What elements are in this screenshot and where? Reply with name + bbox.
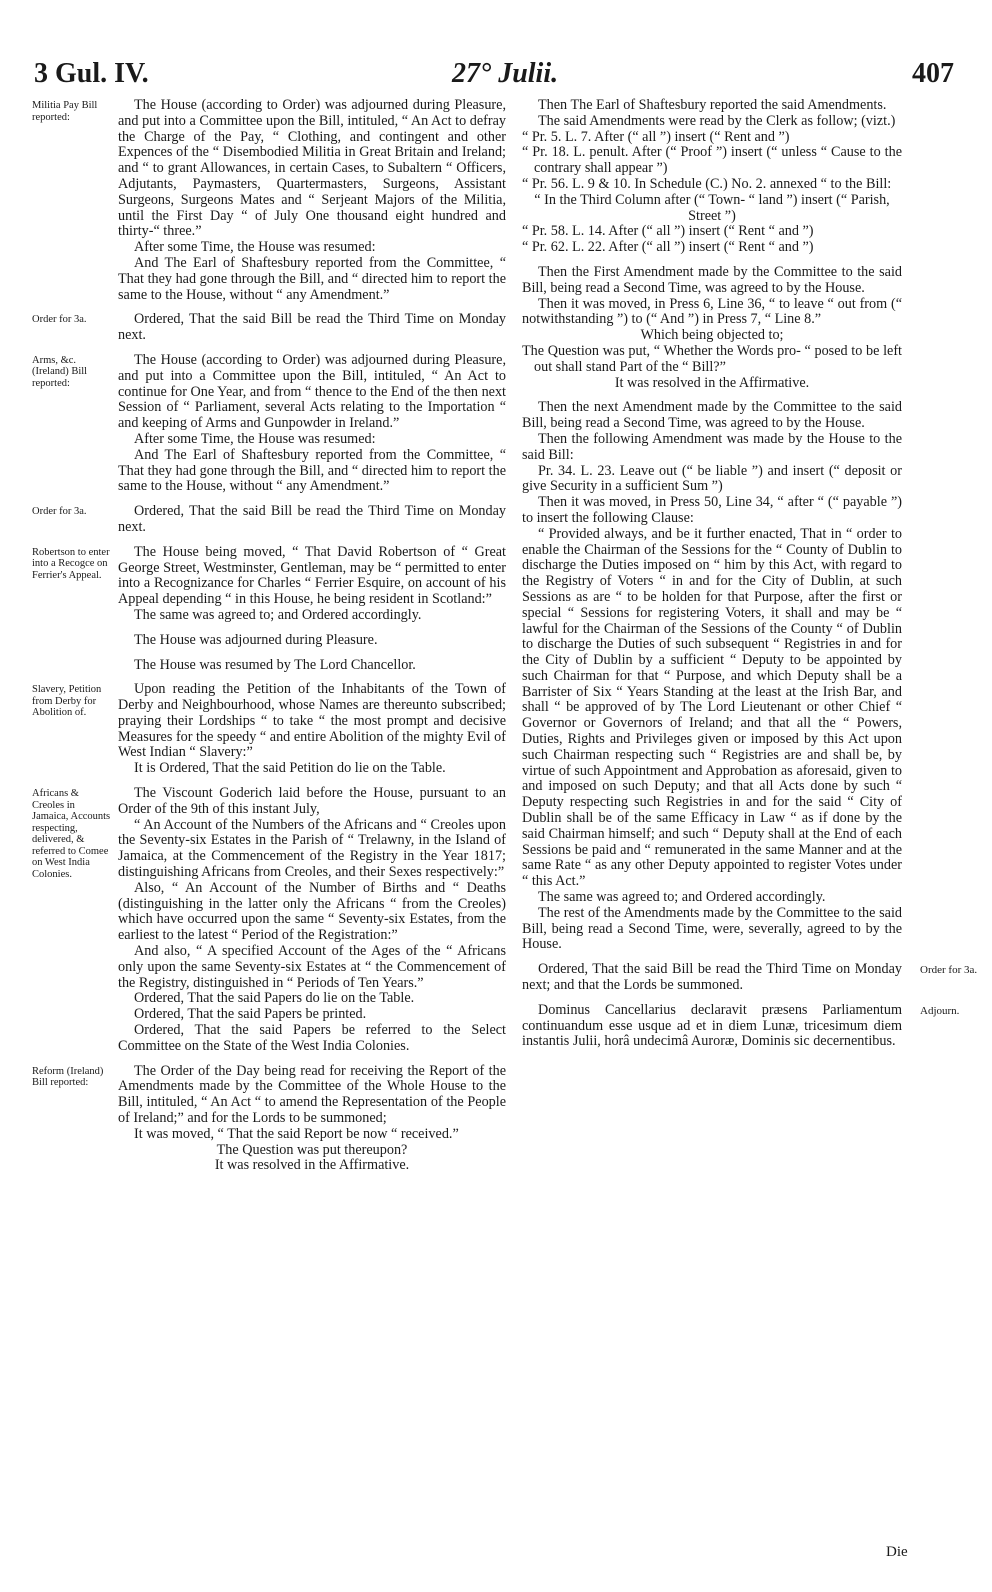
entry-block	[32, 97, 506, 303]
entry-block	[522, 98, 902, 256]
catchword: Die	[886, 1544, 908, 1560]
paragraph: “ Pr. 18. L. penult. After (“ Proof ”) insert (“ unless “ Cause to the contrary shall appear ”)	[522, 144, 902, 177]
entry-block	[32, 351, 506, 495]
paragraph: It was resolved in the Affirmative.	[214, 1157, 410, 1174]
left-column	[32, 97, 506, 1183]
paragraph: Ordered, That the said Papers do lie on the Table.	[134, 990, 415, 1007]
paragraph: The same was agreed to; and Ordered accordingly.	[134, 606, 422, 623]
paragraph: Upon reading the Petition of the Inhabitants of the Town of Derby and Neighbourhood, whose Names are thereunto subscribed; praying their Lordships “ to take “ the most prompt and decisive Measures for the speedy “ and entire Abolition of the mighty Evil of West Indian “ Slavery:”	[118, 681, 506, 761]
paragraph: It is Ordered, That the said Petition do lie on the Table.	[134, 760, 446, 777]
paragraph: “ An Account of the Numbers of the Africans and “ Creoles upon the Seventy-six Estates in the Parish of “ Trelawny, in the Island of Jamaica, at the Commencement of the Registry in the Year 1817; distinguishing Africans from Creoles, and their Sexes respectively:”	[118, 816, 506, 881]
paragraph: After some Time, the House was resumed:	[134, 430, 376, 447]
paragraph: The same was agreed to; and Ordered accordingly.	[538, 889, 826, 906]
paragraph: And The Earl of Shaftesbury reported from the Committee, “ That they had gone through the Bill, and “ directed him to report the same to the House, without “ any Amendment.”	[118, 254, 506, 303]
paragraph: The Question was put, “ Whether the Words pro- “ posed to be left out shall stand Part of the “ Bill?”	[522, 342, 902, 375]
paragraph: Then The Earl of Shaftesbury reported the said Amendments.	[538, 97, 887, 113]
paragraph: “ Pr. 62. L. 22. After (“ all ”) insert (“ Rent “ and ”)	[522, 239, 814, 256]
paragraph: The Viscount Goderich laid before the House, pursuant to an Order of the 9th of this instant July,	[118, 785, 506, 817]
paragraph: Then the next Amendment made by the Committee to the said Bill, being read a Second Time, was agreed to by the House.	[522, 399, 902, 432]
entry-block	[32, 503, 506, 536]
entry-block	[32, 785, 506, 1055]
paragraph: Pr. 34. L. 23. Leave out (“ be liable ”) and insert (“ deposit or give Security in a sufficient Sum ”)	[522, 462, 902, 495]
entry-block	[118, 633, 506, 649]
paragraph: “ Provided always, and be it further enacted, That in “ order to enable the Chairman of the Sessions for the “ County of Dublin to discharge the Duties imposed on “ him by this Act, with regard to the Registry of Voters “ in and for the City of Dublin, at such Sessions as are “ to be holden for that Purpose, after the first or special “ Sessions for registering Voters, it shall and may be “ lawful for the Chairman of the Sessions of the County “ of Dublin to discharge the Duties of such subsequent “ Registries in and for the City of Dublin by a sufficient “ Deputy to be appointed by such Chairman for that “ Purpose, and which Deputy shall be a Barrister of Six “ Years Standing at the least at the Irish Bar, and shall “ be approved of by The Lord Lieutenant or other Chief “ Governor or Governors of Ireland; and that all the “ Powers, Duties, Rights and Privileges given or imposed by this Act upon such Chairman respecting such “ Registries are and shall be, by virtue of such Appointment and Approbation as aforesaid, given to and imposed on such Deputy; and that all Acts done by such “ Deputy respecting such Registries in and for the said “ City of Dublin shall be of the same Efficacy in Law “ as if done by the said Chairman himself; and such “ Deputy shall at the End of each Sessions be paid and “ remunerated in the same Manner and at the same Rate “ as any other Deputy appointed to register Votes under “ this Act.”	[522, 525, 902, 890]
paragraph: “ Pr. 5. L. 7. After (“ all ”) insert (“ Rent and ”)	[522, 128, 790, 145]
page-header-date: 27° Julii.	[452, 58, 559, 89]
entry-block	[522, 961, 978, 994]
paragraph: The House being moved, “ That David Robertson of “ Great George Street, Westminster, Gentleman, may be “ permitted to enter into a Recognizance for Charles “ Ferrier Esquire, on account of his Appeal depending “ in this House, he being resident in Scotland:”	[118, 543, 506, 608]
entry-block	[522, 265, 902, 391]
entry-block	[32, 1062, 506, 1175]
paragraph: Which being objected to;	[640, 327, 784, 344]
paragraph: Then the following Amendment was made by the House to the said Bill:	[522, 430, 902, 463]
paragraph: “ In the Third Column after (“ Town- “ land ”) insert (“ Parish, Street ”)	[534, 191, 890, 224]
entry-block	[32, 311, 506, 344]
paragraph: After some Time, the House was resumed:	[134, 239, 376, 256]
entry-block	[32, 681, 506, 777]
paragraph: Ordered, That the said Papers be printed.	[134, 1006, 367, 1023]
entry-block	[32, 543, 506, 624]
margin-note: Militia Pay Bill reported:	[32, 100, 98, 123]
margin-note: Order for 3a.	[32, 314, 87, 326]
paragraph: The House was adjourned during Pleasure.	[134, 631, 378, 648]
paragraph: Then the First Amendment made by the Committee to the said Bill, being read a Second Time, was agreed to by the House.	[522, 263, 902, 296]
entry-block	[522, 400, 902, 953]
margin-note: Arms, &c. (Ireland) Bill reported:	[32, 354, 88, 389]
margin-note: Slavery, Petition from Derby for Abolition of.	[32, 684, 102, 719]
paragraph: And also, “ A specified Account of the Ages of the “ Africans only upon the same Seventy-six Estates at “ the Commencement of the Registry, distinguished in “ Periods of Ten Years.”	[118, 943, 506, 991]
paragraph: “ Pr. 56. L. 9 & 10. In Schedule (C.) No. 2. annexed “ to the Bill:	[522, 175, 892, 192]
paragraph: Ordered, That the said Bill be read the Third Time on Monday next.	[118, 311, 506, 344]
paragraph: Ordered, That the said Papers be referred to the Select Committee on the State of the West India Colonies.	[118, 1022, 506, 1054]
margin-note: Robertson to enter into a Recogce on Ferrier's Appeal.	[32, 546, 110, 581]
paragraph: The House was resumed by The Lord Chancellor.	[134, 656, 416, 673]
margin-note: Order for 3a.	[920, 964, 978, 977]
paragraph: Ordered, That the said Bill be read the Third Time on Monday next.	[118, 503, 506, 535]
page-header-session: 3 Gul. IV.	[34, 58, 149, 89]
paragraph: It was resolved in the Affirmative.	[614, 374, 810, 391]
paragraph: It was moved, “ That the said Report be now “ received.”	[134, 1125, 459, 1142]
paragraph: The Order of the Day being read for receiving the Report of the Amendments made by the Committee of the Whole House to the Bill, intituled, “ An Act “ to amend the Representation of the People of Ireland;” and for the Lords to be summoned;	[118, 1062, 506, 1127]
right-column	[522, 97, 978, 1059]
margin-note: Adjourn.	[920, 1004, 960, 1017]
margin-note: Africans & Creoles in Jamaica, Accounts respecting, delivered, & referred to Comee on West India Colonies.	[32, 788, 111, 880]
paragraph: Also, “ An Account of the Number of Births and “ Deaths (distinguishing in the latter only the Africans “ from the Creoles) which have occurred upon the same “ Seventy-six Estates, from the earliest to the latest “ Period of the Registration:”	[118, 879, 506, 944]
paragraph: The Question was put thereupon?	[216, 1141, 408, 1158]
paragraph: “ Pr. 58. L. 14. After (“ all ”) insert (“ Rent “ and ”)	[522, 223, 814, 240]
paragraph: Then it was moved, in Press 6, Line 36, “ to leave “ out from (“ notwithstanding ”) to (“ And ”) in Press 7, “ Line 8.”	[522, 295, 902, 328]
paragraph: The said Amendments were read by the Clerk as follow; (vizt.)	[538, 112, 896, 129]
page-number: 407	[912, 58, 954, 89]
paragraph: And The Earl of Shaftesbury reported from the Committee, “ That they had gone through the Bill, and “ directed him to report the same to the House, without “ any Amendment.”	[118, 446, 506, 495]
paragraph: Ordered, That the said Bill be read the Third Time on Monday next; and that the Lords be summoned.	[522, 961, 902, 994]
paragraph: Then it was moved, in Press 50, Line 34, “ after “ (“ payable ”) to insert the following Clause:	[522, 494, 902, 526]
entry-block	[118, 658, 506, 674]
paragraph: The rest of the Amendments made by the Committee to the said Bill, being read a Second Time, were, severally, agreed to by the House.	[522, 904, 902, 953]
margin-note: Order for 3a.	[32, 506, 87, 518]
entry-block	[522, 1001, 960, 1050]
paragraph: The House (according to Order) was adjourned during Pleasure, and put into a Committee upon the Bill, intituled, “ An Act to defray the Charge of the Pay, “ Clothing, and contingent and other Expences of the “ Disembodied Militia in Great Britain and Ireland; and “ to grant Allowances, in certain Cases, to Subaltern “ Officers, Adjutants, Paymasters, Quartermasters, Surgeons, Assistant Surgeons, Surgeons Mates and “ Serjeant Majors of the Militia, until the First Day “ of July One thousand eight hundred and thirty-“ three.”	[118, 97, 506, 240]
paragraph: The House (according to Order) was adjourned during Pleasure, and put into a Committee upon the Bill, intituled, “ An Act to continue for One Year, and from “ thence to the End of the then next Session of “ Parliament, several Acts relating to the Importation “ and keeping of Arms and Gunpowder in Ireland.”	[118, 351, 506, 432]
margin-note: Reform (Ireland) Bill reported:	[32, 1065, 104, 1089]
paragraph: Dominus Cancellarius declaravit præsens Parliamentum continuandum esse usque ad et in diem Lunæ, tricesimum diem instantis Julii, horâ undecimâ Auroræ, Dominis sic decernentibus.	[522, 1001, 902, 1050]
